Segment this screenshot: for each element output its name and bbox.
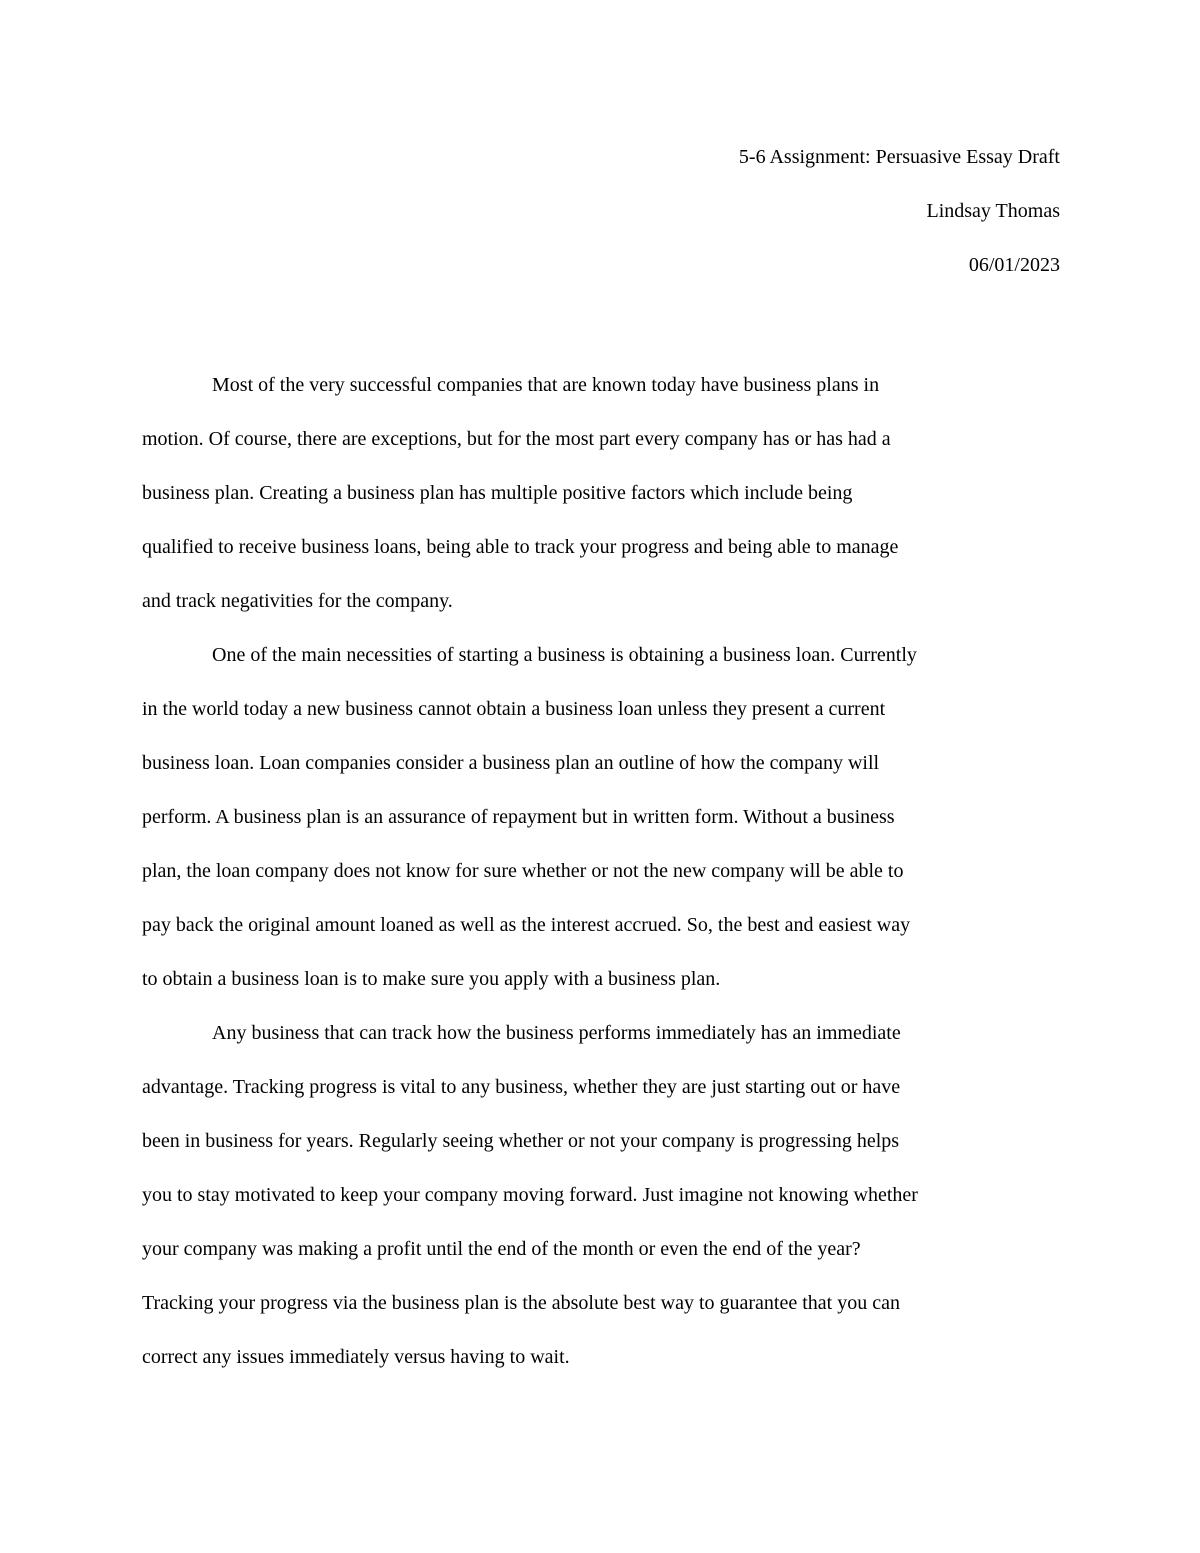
text-line: advantage. Tracking progress is vital to any business, whether they are just starting out or have — [142, 1076, 901, 1098]
text-line: correct any issues immediately versus having to wait. — [142, 1346, 570, 1368]
text-line: business loan. Loan companies consider a business plan an outline of how the company will — [142, 752, 880, 774]
text-line: plan, the loan company does not know for sure whether or not the new company will be able to — [142, 860, 904, 882]
paragraph-3 — [142, 1006, 1060, 1384]
text-line: you to stay motivated to keep your company moving forward. Just imagine not knowing whether — [142, 1184, 918, 1206]
text-line: perform. A business plan is an assurance of repayment but in written form. Without a business — [142, 806, 895, 828]
text-line: been in business for years. Regularly seeing whether or not your company is progressing helps — [142, 1130, 900, 1152]
text-line: Most of the very successful companies that are known today have business plans in — [212, 374, 880, 396]
text-line: business plan. Creating a business plan has multiple positive factors which include being — [142, 482, 853, 504]
essay-title: 5-6 Assignment: Persuasive Essay Draft — [738, 146, 1060, 168]
text-line: in the world today a new business cannot obtain a business loan unless they present a current — [142, 698, 886, 720]
text-line: One of the main necessities of starting a business is obtaining a business loan. Currently — [212, 644, 917, 666]
paragraph-2 — [142, 628, 1060, 1006]
text-line: to obtain a business loan is to make sure you apply with a business plan. — [142, 968, 721, 990]
text-line: Tracking your progress via the business plan is the absolute best way to guarantee that you can — [142, 1292, 900, 1314]
text-line: pay back the original amount loaned as well as the interest accrued. So, the best and easiest way — [142, 914, 911, 936]
text-line: qualified to receive business loans, being able to track your progress and being able to manage — [142, 536, 899, 558]
essay-date: 06/01/2023 — [968, 254, 1060, 276]
essay-header — [739, 143, 1060, 305]
essay-body — [142, 358, 1060, 1384]
paragraph-1 — [142, 358, 1060, 628]
author-name: Lindsay Thomas — [926, 200, 1060, 222]
text-line: motion. Of course, there are exceptions, but for the most part every company has or has had a — [142, 428, 891, 450]
text-line: and track negativities for the company. — [142, 590, 453, 612]
text-line: your company was making a profit until the end of the month or even the end of the year? — [142, 1238, 861, 1260]
text-line: Any business that can track how the business performs immediately has an immediate — [212, 1022, 901, 1044]
